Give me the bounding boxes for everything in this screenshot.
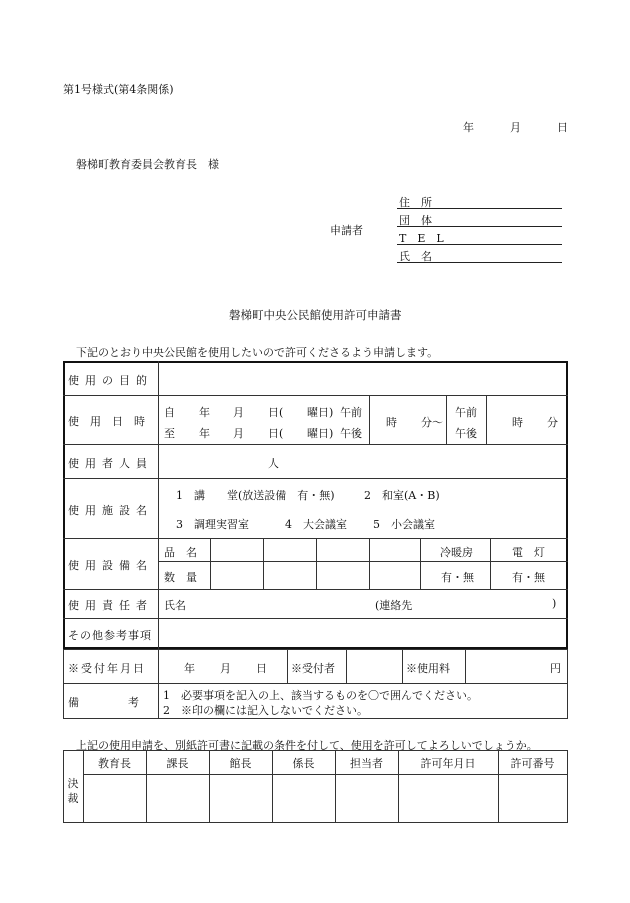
label-datetime: 使用日時: [68, 415, 156, 428]
label-equipment: 使用設備名: [68, 559, 153, 572]
light-label: 電 灯: [512, 546, 545, 559]
document-title: 磐梯町中央公民館使用許可申請書: [229, 308, 402, 322]
received-date-label: ※受付年月日: [68, 662, 146, 675]
end-pm[interactable]: 午後: [455, 427, 477, 440]
users-unit[interactable]: 人: [268, 457, 279, 470]
date-year: 年: [463, 121, 474, 134]
applicant-address-label: 住 所: [399, 196, 432, 209]
applicant-group-label: 団 体: [399, 214, 432, 227]
other-field[interactable]: [160, 620, 565, 647]
approval-header-staff: 担当者: [350, 757, 383, 770]
remarks-line-1: 1 必要事項を記入の上、該当するものを〇で囲んでください。: [163, 689, 478, 702]
received-day: 日: [256, 662, 267, 675]
approval-text: 上記の使用申請を、別紙許可書に記載の条件を付して、使用を許可してよろしいでしょうか。: [76, 739, 538, 752]
start-hour[interactable]: 時: [386, 416, 397, 429]
approval-header-permit-date: 許可年月日: [420, 757, 476, 770]
received-by-label: ※受付者: [291, 662, 335, 675]
approval-header-permit-no: 許可番号: [510, 757, 555, 770]
date-month: 月: [510, 121, 521, 134]
fee-label: ※使用料: [406, 662, 450, 675]
from-am[interactable]: 午前: [340, 406, 362, 419]
remarks-line-2: 2 ※印の欄には記入しないでください。: [163, 704, 368, 717]
to-year[interactable]: 年: [199, 427, 210, 440]
applicant-name-line[interactable]: [397, 262, 562, 263]
approval-header-chief: 係長: [292, 757, 315, 770]
heater-yes-no[interactable]: 有・無: [441, 571, 474, 584]
label-facility: 使用施設名: [68, 504, 153, 517]
facility-2[interactable]: 2 和室(A・B): [364, 489, 440, 502]
approval-header-section-chief: 課長: [166, 757, 189, 770]
applicant-tel-line[interactable]: [397, 244, 562, 245]
end-hour[interactable]: 時: [512, 416, 523, 429]
facility-3[interactable]: 3 調理実習室: [176, 518, 249, 531]
approval-header-director: 館長: [229, 757, 252, 770]
applicant-label: 申請者: [330, 224, 363, 237]
to-weekday[interactable]: 曜日): [307, 427, 334, 440]
purpose-field[interactable]: [160, 363, 565, 393]
label-other: その他参考事項: [68, 629, 152, 642]
approval-header-superintendent: 教育長: [98, 757, 131, 770]
facility-1[interactable]: 1 講 堂(放送設備 有・無): [176, 489, 335, 502]
applicant-group-line[interactable]: [397, 226, 562, 227]
remarks-label: 備 考: [68, 696, 143, 709]
start-minute[interactable]: 分～: [421, 416, 443, 429]
applicant-address-line[interactable]: [397, 208, 562, 209]
from-weekday[interactable]: 曜日): [307, 406, 334, 419]
date-day: 日: [557, 121, 568, 134]
label-responsible: 使用責任者: [68, 599, 153, 612]
label-users: 使用者人員: [68, 457, 153, 470]
received-year: 年: [184, 662, 195, 675]
approval-side-label: 決裁: [67, 777, 79, 805]
facility-4[interactable]: 4 大会議室: [285, 518, 347, 531]
responsible-close: ): [552, 597, 557, 610]
to-pm[interactable]: 午後: [340, 427, 362, 440]
addressee: 磐梯町教育委員会教育長 様: [76, 158, 219, 171]
end-minute[interactable]: 分: [547, 416, 558, 429]
to-label: 至: [164, 427, 175, 440]
equipment-item-label: 品 名: [164, 546, 197, 559]
from-year[interactable]: 年: [199, 406, 210, 419]
intro-text: 下記のとおり中央公民館を使用したいので許可くださるよう申請します。: [76, 346, 439, 359]
fee-yen: 円: [550, 662, 561, 675]
responsible-name[interactable]: 氏名: [164, 599, 186, 612]
equipment-qty-label: 数 量: [164, 571, 197, 584]
light-yes-no[interactable]: 有・無: [512, 571, 545, 584]
from-label: 自: [164, 406, 175, 419]
applicant-tel-label: T E L: [399, 232, 444, 245]
to-day[interactable]: 日(: [268, 427, 284, 440]
label-purpose: 使用の目的: [68, 374, 153, 387]
form-number: 第1号様式(第4条関係): [63, 83, 174, 96]
end-am[interactable]: 午前: [455, 406, 477, 419]
from-month[interactable]: 月: [233, 406, 244, 419]
to-month[interactable]: 月: [233, 427, 244, 440]
from-day[interactable]: 日(: [268, 406, 284, 419]
received-month: 月: [220, 662, 231, 675]
facility-5[interactable]: 5 小会議室: [373, 518, 435, 531]
responsible-contact[interactable]: (連絡先: [375, 599, 413, 612]
heater-label: 冷暖房: [440, 546, 473, 559]
applicant-name-label: 氏 名: [399, 250, 432, 263]
